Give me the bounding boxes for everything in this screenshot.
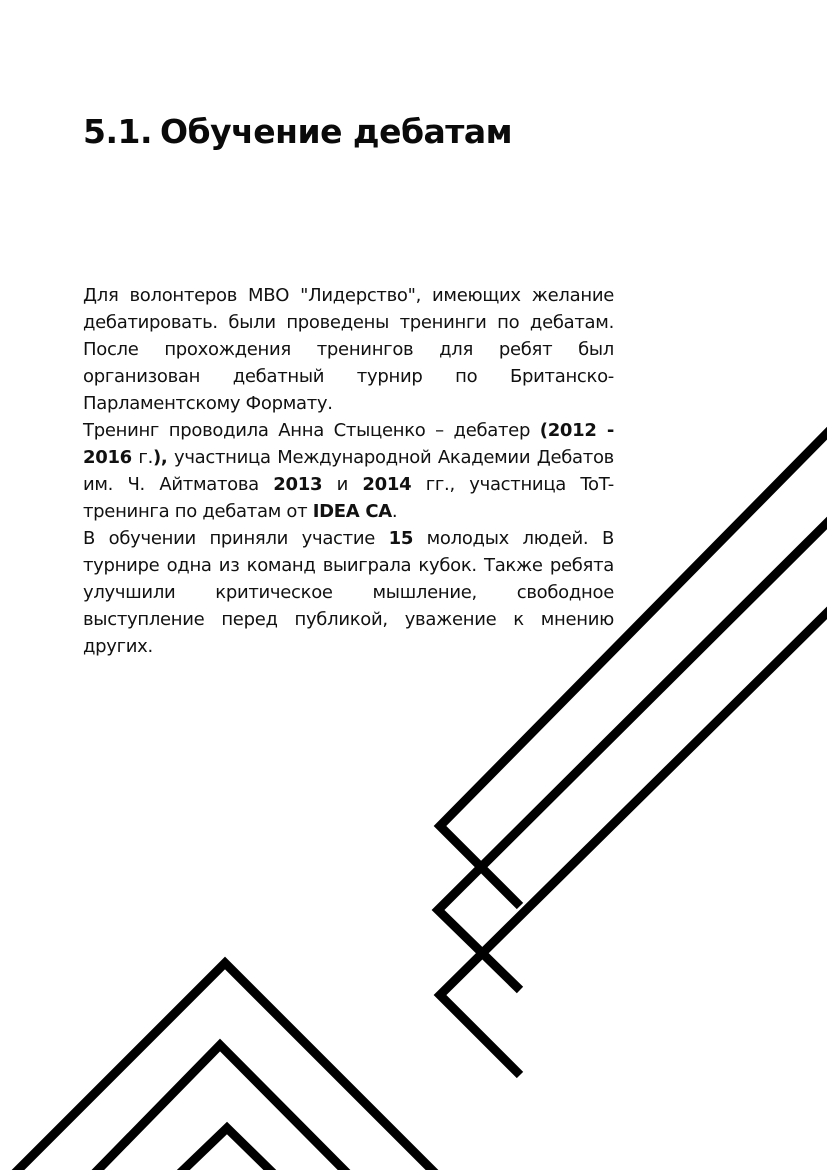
bold-punct: ),	[153, 447, 168, 468]
text-run: .	[391, 501, 398, 522]
bold-year-2013: 2013	[273, 474, 323, 495]
page-title	[83, 112, 512, 151]
text-run: участница Международной Академии Дебатов им. Ч. Айтматова	[83, 447, 614, 495]
paragraph-1: Для волонтеров МВО "Лидерство", имеющих желание дебатировать. были проведены тренинги по дебатам. После прохождения тренингов для ребят был организован дебатный турнир по Британско-Парламентскому Формату.	[83, 285, 614, 414]
right-chevron-3	[440, 600, 827, 1075]
text-run: Тренинг проводила Анна Стыценко – дебатер	[83, 420, 540, 441]
bold-org-name: IDEA CA	[312, 501, 392, 522]
bold-participant-count: 15	[388, 528, 414, 549]
text-run: молодых людей. В турнире одна из команд выиграла кубок. Также ребята улучшили критическое мышление, свободное выступление перед публикой, уважение к мнению других.	[83, 528, 614, 657]
paragraph-3	[83, 525, 614, 660]
bottom-peak-2	[90, 1045, 352, 1170]
body-text	[83, 282, 614, 660]
text-run: В обучении приняли участие	[83, 528, 389, 549]
section-number: 5.1.	[83, 112, 152, 151]
text-run: и	[322, 474, 363, 495]
bottom-peak-1	[0, 963, 460, 1170]
text-run: г.	[131, 447, 153, 468]
bold-year-2014: 2014	[362, 474, 412, 495]
text-run: гг., участница ToT-тренинга по дебатам от	[83, 474, 614, 522]
bold-years: (2012 - 2016	[83, 420, 615, 468]
section-title: Обучение дебатам	[160, 112, 513, 151]
bottom-peak-3	[175, 1128, 278, 1170]
paragraph-2	[83, 417, 614, 525]
